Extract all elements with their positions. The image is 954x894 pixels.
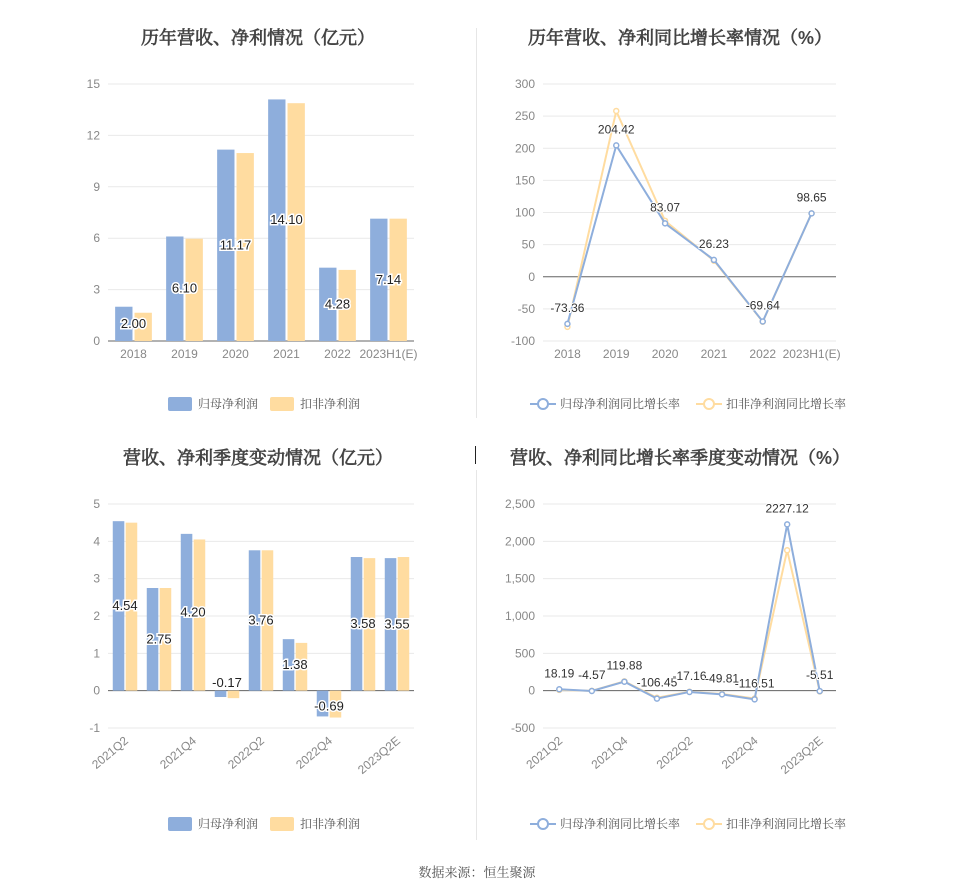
x-tick-label: 2021Q2 bbox=[523, 733, 566, 772]
y-tick-label: 250 bbox=[514, 109, 535, 124]
data-label: -0.17 bbox=[212, 675, 242, 691]
y-tick-label: 1,000 bbox=[504, 609, 535, 623]
line-point bbox=[720, 692, 725, 697]
line-point bbox=[785, 522, 790, 527]
x-tick-label: 2018 bbox=[554, 347, 581, 361]
line-point bbox=[614, 108, 619, 113]
line-point bbox=[557, 687, 562, 692]
chart-title: 历年营收、净利同比增长率情况（%） bbox=[527, 28, 833, 48]
y-tick-label: 1 bbox=[93, 646, 100, 661]
data-label: 7.14 bbox=[375, 271, 402, 287]
legend-label: 归母净利润同比增长率 bbox=[560, 397, 681, 411]
line-point bbox=[614, 143, 619, 148]
data-label: -116.51 bbox=[734, 676, 775, 691]
data-label: -73.36 bbox=[550, 300, 585, 315]
y-tick-label: 15 bbox=[86, 77, 100, 91]
x-tick-label: 2022 bbox=[324, 347, 351, 361]
legend-swatch-marker bbox=[704, 819, 714, 829]
y-tick-label: 0 bbox=[528, 683, 535, 698]
legend-swatch bbox=[168, 397, 192, 411]
data-label: 2.00 bbox=[120, 315, 147, 331]
vertical-divider bbox=[476, 28, 477, 418]
x-tick-label: 2022Q4 bbox=[293, 733, 335, 772]
data-label: 4.54 bbox=[112, 597, 138, 613]
legend-swatch bbox=[168, 817, 192, 831]
data-label: -5.51 bbox=[806, 668, 834, 683]
x-tick-label: 2021Q4 bbox=[588, 733, 631, 772]
line-point bbox=[760, 319, 765, 324]
y-tick-label: 2,500 bbox=[504, 497, 535, 511]
chart-title: 营收、净利同比增长率季度变动情况（%） bbox=[509, 448, 851, 468]
y-tick-label: -50 bbox=[517, 301, 535, 316]
legend-label: 扣非净利润 bbox=[300, 817, 361, 831]
bar-parent-net-profit bbox=[215, 691, 227, 697]
legend-label: 扣非净利润同比增长率 bbox=[726, 397, 847, 411]
legend-label: 扣非净利润 bbox=[300, 397, 361, 411]
chart-panel-1 bbox=[87, 27, 418, 411]
line-point bbox=[622, 679, 627, 684]
data-label: 18.19 bbox=[544, 666, 575, 681]
line-parent-growth bbox=[567, 145, 811, 323]
bar-non-recurring-net-profit bbox=[228, 691, 240, 698]
x-tick-label: 2022Q2 bbox=[225, 733, 267, 772]
y-tick-label: 0 bbox=[93, 334, 100, 348]
legend-label: 归母净利润同比增长率 bbox=[560, 817, 681, 831]
data-label: 26.23 bbox=[698, 236, 729, 251]
x-tick-label: 2022Q2 bbox=[653, 733, 696, 772]
data-label: -17.16 bbox=[672, 668, 707, 683]
legend-swatch-marker bbox=[704, 399, 714, 409]
y-tick-label: 2 bbox=[93, 609, 100, 623]
x-tick-label: 2023H1(E) bbox=[359, 347, 418, 361]
line-point bbox=[817, 689, 822, 694]
data-label: -49.81 bbox=[705, 671, 740, 686]
x-tick-label: 2021Q2 bbox=[89, 733, 131, 772]
data-label: 119.88 bbox=[606, 658, 643, 673]
y-tick-label: 300 bbox=[514, 77, 535, 91]
x-tick-label: 2021Q4 bbox=[157, 733, 199, 772]
y-tick-label: 100 bbox=[514, 205, 535, 220]
y-tick-label: -1 bbox=[89, 721, 100, 735]
data-label: 3.55 bbox=[384, 616, 410, 632]
y-tick-label: 50 bbox=[521, 237, 535, 252]
line-point bbox=[785, 548, 790, 553]
y-tick-label: 3 bbox=[93, 571, 100, 586]
line-point bbox=[565, 321, 570, 326]
legend-label: 归母净利润 bbox=[198, 397, 259, 411]
legend-swatch-marker bbox=[538, 819, 548, 829]
x-tick-label: 2018 bbox=[120, 347, 147, 361]
line-point bbox=[654, 696, 659, 701]
y-tick-label: 0 bbox=[93, 683, 100, 698]
data-label: 98.65 bbox=[796, 190, 827, 205]
line-point bbox=[663, 221, 668, 226]
line-point bbox=[809, 211, 814, 216]
chart-panel-3 bbox=[89, 447, 414, 831]
data-label: -0.69 bbox=[314, 698, 344, 714]
y-tick-label: 1,500 bbox=[504, 571, 535, 586]
x-tick-label: 2023H1(E) bbox=[782, 347, 841, 361]
data-label: -4.57 bbox=[578, 668, 606, 683]
legend-swatch bbox=[270, 817, 294, 831]
x-tick-label: 2021 bbox=[700, 347, 728, 361]
x-tick-label: 2023Q2E bbox=[355, 733, 403, 777]
chart-panel-2 bbox=[511, 27, 846, 411]
data-label: 2.75 bbox=[146, 631, 172, 647]
data-label: -69.64 bbox=[745, 298, 780, 313]
data-label: 1.38 bbox=[282, 656, 308, 672]
line-point bbox=[589, 689, 594, 694]
legend-swatch-marker bbox=[538, 399, 548, 409]
data-label: 2227.12 bbox=[765, 501, 809, 516]
y-tick-label: 0 bbox=[528, 269, 535, 284]
x-tick-label: 2023Q2E bbox=[777, 733, 826, 777]
y-tick-label: 3 bbox=[93, 282, 100, 297]
legend-label: 扣非净利润同比增长率 bbox=[726, 817, 847, 831]
data-label: -106.45 bbox=[636, 675, 678, 690]
divider-mark bbox=[475, 446, 476, 464]
line-point bbox=[711, 257, 716, 262]
x-tick-label: 2019 bbox=[171, 347, 198, 361]
data-label: 4.20 bbox=[180, 604, 206, 620]
data-label: 11.17 bbox=[219, 237, 252, 253]
legend-swatch bbox=[270, 397, 294, 411]
y-tick-label: 150 bbox=[514, 173, 535, 188]
data-label: 204.42 bbox=[597, 122, 635, 137]
chart-title: 历年营收、净利情况（亿元） bbox=[141, 28, 375, 48]
y-tick-label: 5 bbox=[93, 497, 100, 511]
data-label: 83.07 bbox=[650, 200, 681, 215]
data-label: 3.76 bbox=[248, 612, 274, 628]
y-tick-label: -100 bbox=[510, 334, 535, 348]
y-tick-label: 500 bbox=[514, 646, 535, 661]
data-label: 4.28 bbox=[324, 296, 351, 312]
chart-panel-4 bbox=[505, 447, 850, 831]
y-tick-label: -500 bbox=[510, 721, 535, 735]
y-tick-label: 9 bbox=[93, 179, 100, 194]
data-label: 6.10 bbox=[171, 280, 198, 296]
legend-label: 归母净利润 bbox=[198, 817, 259, 831]
x-tick-label: 2020 bbox=[222, 347, 249, 361]
y-tick-label: 2,000 bbox=[504, 534, 535, 549]
y-tick-label: 12 bbox=[86, 128, 100, 143]
x-tick-label: 2022Q4 bbox=[718, 733, 761, 772]
data-source-footer: 数据来源：恒生聚源 bbox=[418, 865, 536, 880]
line-point bbox=[752, 697, 757, 702]
x-tick-label: 2022 bbox=[749, 347, 777, 361]
y-tick-label: 6 bbox=[93, 231, 100, 246]
x-tick-label: 2019 bbox=[602, 347, 630, 361]
vertical-divider bbox=[476, 470, 477, 840]
x-tick-label: 2020 bbox=[651, 347, 679, 361]
chart-title: 营收、净利季度变动情况（亿元） bbox=[123, 448, 393, 468]
data-label: 14.10 bbox=[270, 212, 303, 228]
y-tick-label: 200 bbox=[514, 141, 535, 156]
y-tick-label: 4 bbox=[93, 534, 100, 549]
x-tick-label: 2021 bbox=[273, 347, 300, 361]
line-point bbox=[687, 689, 692, 694]
data-label: 3.58 bbox=[350, 615, 376, 631]
